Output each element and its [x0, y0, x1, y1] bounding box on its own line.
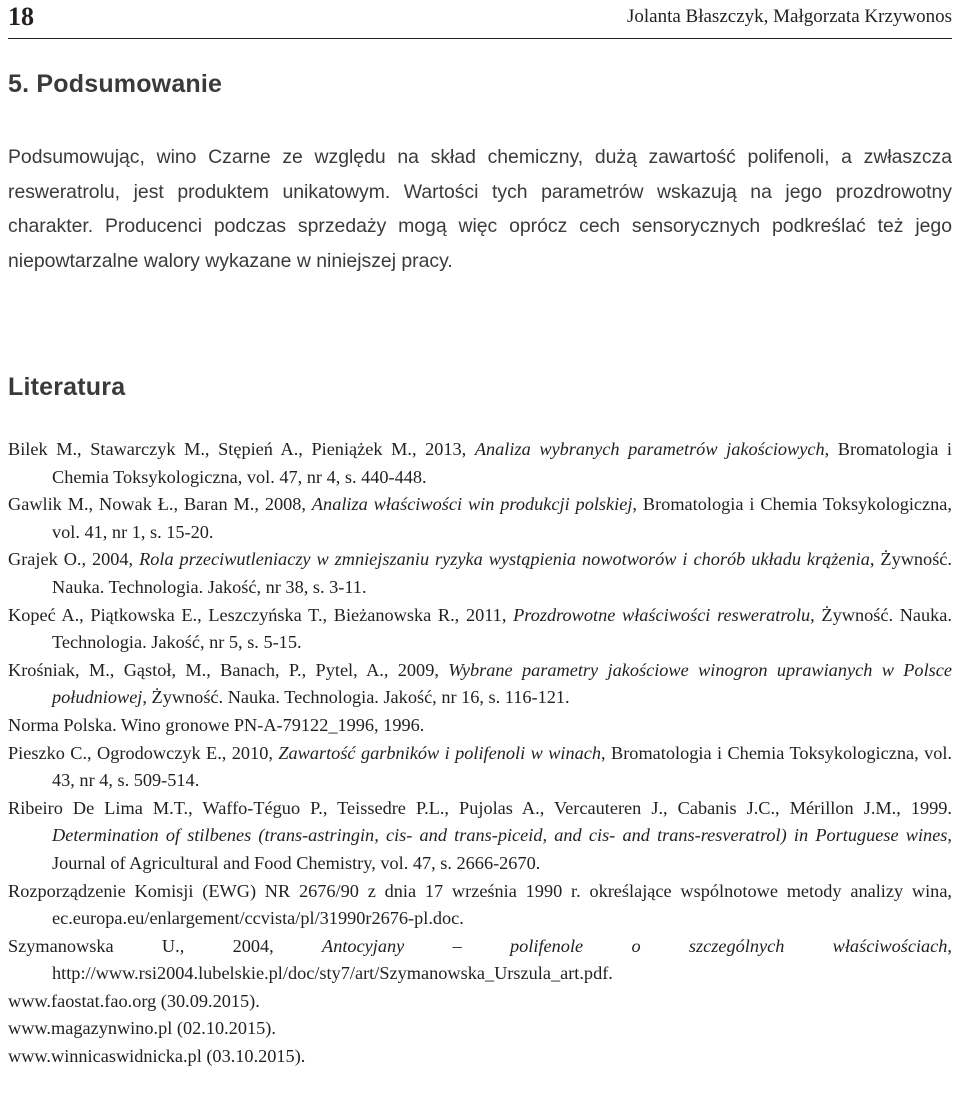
reference-authors: Pieszko C., Ogrodowczyk E., 2010, [8, 742, 279, 763]
reference-source: , Żywność. Nauka. Technologia. Jakość, nr 5, s. 5-15. [52, 604, 952, 653]
reference-item [8, 740, 952, 795]
reference-item [8, 988, 952, 1016]
reference-item [8, 878, 952, 933]
reference-authors: Kopeć A., Piątkowska E., Leszczyńska T., Bieżanowska R., 2011, [8, 604, 514, 625]
running-header [8, 0, 952, 36]
reference-item [8, 602, 952, 657]
reference-source: , Bromatologia i Chemia Toksykologiczna, vol. 43, nr 4, s. 509-514. [52, 742, 952, 791]
reference-item [8, 546, 952, 601]
section-title: 5. Podsumowanie [8, 70, 223, 98]
reference-item [8, 712, 952, 740]
running-head-authors: Jolanta Błaszczyk, Małgorzata Krzywonos [626, 6, 952, 27]
reference-title: Zawartość garbników i polifenoli w winach [278, 742, 602, 763]
reference-title: Analiza wybranych parametrów jakościowych [474, 439, 825, 459]
reference-authors: Grajek O., 2004, [8, 549, 140, 570]
reference-authors: Rozporządzenie Komisji (EWG) NR 2676/90 z dnia 17 września 1990 r. określające wspólnotowe metody analizy wina, ec.europa.eu/enlargement/ccvista/pl/31990r2676-pl.doc. [8, 880, 952, 929]
reference-item [8, 1015, 952, 1043]
reference-item [8, 1043, 952, 1071]
reference-source: , Journal of Agricultural and Food Chemistry, vol. 47, s. 2666-2670. [52, 825, 952, 873]
reference-item [8, 933, 952, 988]
reference-title: Antocyjany – polifenole o szczególnych właściwościach [322, 935, 948, 956]
reference-authors: Bilek M., Stawarczyk M., Stępień A., Pieniążek M., 2013, [8, 439, 475, 459]
reference-authors: Ribeiro De Lima M.T., Waffo-Téguo P., Teissedre P.L., Pujolas A., Vercauteren J., Cabanis J.C., Mérillon J.M., 1999. [8, 797, 952, 818]
reference-authors: www.winnicaswidnicka.pl (03.10.2015). [8, 1046, 306, 1067]
reference-source: , Bromatologia i Chemia Toksykologiczna, vol. 47, nr 4, s. 440-448. [52, 439, 952, 487]
document-page [8, 0, 952, 1067]
reference-authors: www.magazynwino.pl (02.10.2015). [8, 1018, 276, 1039]
literature-title: Literatura [8, 373, 126, 401]
reference-authors: www.faostat.fao.org (30.09.2015). [8, 990, 260, 1011]
reference-source: , Bromatologia i Chemia Toksykologiczna, vol. 41, nr 1, s. 15-20. [52, 494, 952, 542]
reference-title: Prozdrowotne właściwości resweratrolu [513, 604, 811, 625]
reference-item [8, 795, 952, 878]
summary-paragraph: Podsumowując, wino Czarne ze względu na skład chemiczny, dużą zawartość polifenoli, a zwłaszcza resweratrolu, jest produktem unikatowym. Wartości tych parametrów wskazują na jego prozdrowotny charakter. Producenci podczas sprzedaży mogą więc oprócz cech sensorycznych podkreślać też jego niepowtarzalne walory wykazane w niniejszej pracy. [8, 146, 952, 273]
page-number: 18 [8, 2, 34, 31]
reference-authors: Gawlik M., Nowak Ł., Baran M., 2008, [8, 494, 312, 515]
reference-title: Determination of stilbenes (trans-astringin, cis- and trans-piceid, and cis- and trans-resveratrol) in Portuguese wines [52, 825, 948, 846]
reference-authors: Norma Polska. Wino gronowe PN-A-79122_1996, 1996. [8, 714, 425, 735]
reference-item [8, 436, 952, 491]
reference-source: , http://www.rsi2004.lubelskie.pl/doc/sty7/art/Szymanowska_Urszula_art.pdf. [52, 935, 952, 984]
reference-title: Analiza właściwości win produkcji polskiej [311, 494, 633, 515]
reference-title: Wybrane parametry jakościowe winogron uprawianych w Polsce południowej [52, 659, 952, 708]
reference-title: Rola przeciwutleniaczy w zmniejszaniu ryzyka wystąpienia nowotworów i chorób układu krążenia [139, 549, 870, 570]
reference-authors: Krośniak, M., Gąstoł, M., Banach, P., Pytel, A., 2009, [8, 659, 449, 680]
header-rule [8, 38, 952, 39]
reference-list [8, 436, 952, 1071]
reference-item [8, 491, 952, 546]
reference-item [8, 657, 952, 712]
reference-source: , Żywność. Nauka. Technologia. Jakość, nr 38, s. 3-11. [52, 549, 952, 597]
reference-authors: Szymanowska U., 2004, [8, 935, 323, 956]
reference-source: , Żywność. Nauka. Technologia. Jakość, nr 16, s. 116-121. [142, 687, 570, 708]
